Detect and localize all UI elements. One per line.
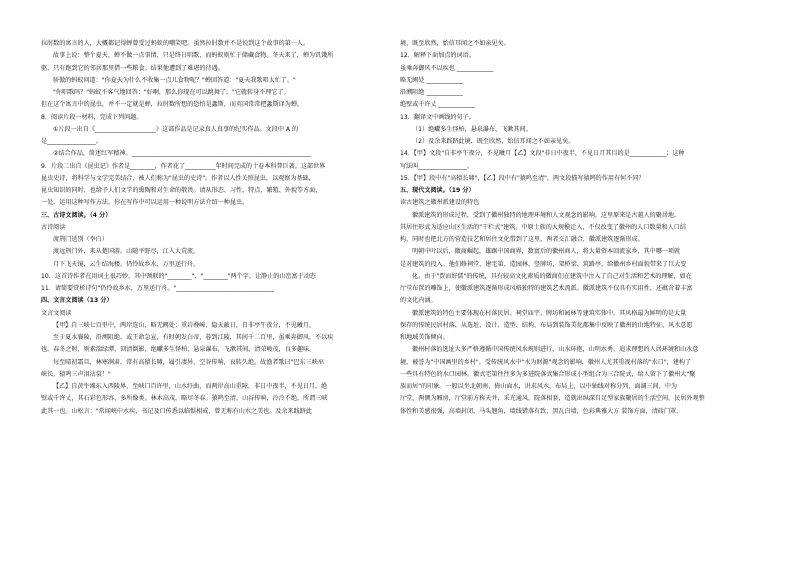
right-text-line: 虽乘奔御风不以疾也 ____________: [400, 64, 494, 72]
left-text-line: 但在这个寓言中的昆虫，并不一定就是蝉，拉肘数所想的恐怕是螽斯，而英国常常把螽斯译为蝉。: [41, 101, 304, 109]
right-text-line: 其居住形式为适应山区生活的"干栏式"建筑。中原士族的大规模迁入，不仅改变了徽州的人口数量和人口结: [400, 223, 686, 231]
right-text-line: （1）绝巘多生怪柏，悬泉瀑布，飞漱其间。: [412, 125, 532, 133]
left-text-line: 也。春冬之时，则素湍绿潭，回清倒影，绝巘多生怪柏，悬泉瀑布，飞漱其间，清荣峻茂，良多趣味。: [41, 346, 316, 354]
right-text-line: 12．解释下面加点的词语。: [400, 52, 475, 60]
left-text-line: 是________________。: [41, 138, 102, 145]
right-text-line: 13．翻译文中画线的句子。: [400, 113, 475, 121]
left-text-line: 驱，只有跑到它的邻居那里借一些粮食。结果他遭到了难堪的待遇。: [41, 64, 224, 72]
right-text-line: 徽派建筑的形成过程，受到了徽州独特的地理环境和人文观念的影响。这里原来是古越人的聚居地，: [412, 211, 681, 219]
right-text-line: 15．【甲】段中有"高猿长啸"，【乙】段中有"猿鸣至清"，两文段描写猿鸣的作用有何不同？: [400, 174, 645, 182]
right-text-line: 五、现代文阅读。（19 分）: [400, 187, 475, 194]
left-text-line: 渡远荆门外，来从楚国游。山随平野尽，江入大荒流。: [53, 248, 200, 256]
right-text-line: 构，同时也把北方的营造技艺和居住文化带到了这里，两者交汇融合，徽派建筑逐渐形成。: [400, 236, 644, 243]
right-text-line: 化。由于"贾而好儒"的传统，具有较高文化素质的徽商们在建筑中注入了自己对生活和艺术的理解，如在: [412, 272, 692, 280]
right-text-line: 写法叫________________。: [400, 162, 474, 170]
left-text-line: ①片段一出自《____________________》这部作品是记录真人真事的纪实作品。文段中 A 的: [53, 125, 299, 133]
right-text-line: 体性和美感很强，高墙封闭，马头翘角，墙线错落有致，黑瓦白墙，色彩典雅大方 装饰方面，清砖门罩，: [400, 407, 683, 415]
left-text-line: 四、文言文阅读（13 分）: [41, 297, 113, 305]
left-text-line: 昆虫史诗，将科学与文学完美结合，被人们称为"昆虫的史诗"。作者以人性关照昆虫，以观察为基础，: [41, 174, 315, 182]
left-text-line: 【甲】自三峡七百里中，两岸连山，略无阙处；重岩叠嶂，隐天蔽日，自非亭午夜分，不见曦月。: [53, 321, 316, 329]
left-text-line: "你唱歌吗？"蚂蚁不客气地回答："好啊，那么你现在可以跳舞了。"它就转身不理它了。: [53, 89, 290, 96]
left-text-line: 拉肘数的寓言的人，大概都记得蝉曾受过蚂蚁的嘲笑吧。虽然拉肘数并不是说到这个故事的第一人。: [41, 40, 310, 47]
right-text-line: 绝壁或千许丈 ____________: [400, 101, 476, 109]
right-text-line: 读古建筑之徽州派建设的特色: [400, 199, 480, 207]
left-text-line: 9．片段二出自《昆虫记》作者是________，作者花了__________年时间完成的十卷本科普巨著。这部世界: [41, 162, 326, 170]
right-text-line: 的文化内涵。: [400, 297, 437, 305]
left-text-line: 渡荆门送别（李白）: [53, 236, 108, 243]
left-text-line: 月下飞天镜，云生结海楼。仍怜故乡水，万里送行舟。: [53, 260, 200, 268]
left-text-line: 三、古诗文阅读。（4 分）: [41, 211, 112, 219]
right-text-line: 境，被誉为"中国画里的乡村"。受传统风水中"水为财源"观念的影响，徽州人尤其重视村落的"水口"，建构了: [400, 358, 692, 366]
left-text-line: 至于夏水襄陵，沿溯阻绝。或王命急宣，有时朝发白帝，暮到江陵，其间千二百里，虽乘奔御风，不以疾: [53, 334, 334, 341]
right-text-line: 14．【甲】文段"自非亭午夜分，不见曦月【乙】文段"非日中夜半，不见日月其目的是____________；这种: [400, 150, 685, 158]
left-text-line: 10．这首诗作者在用词上很巧妙，其中颈联的"________"、"________"两个字，让静止的山峦富于动态: [41, 272, 316, 280]
left-text-line: 故事上说：整个夏天，蝉不做一点事情，只是终日唱歌，而蚂蚁则忙于储藏食物。冬天来了，蝉为饥饿所: [53, 52, 334, 60]
left-text-line: 此其一也。山松言："常闻峡中水疾，书记及口传悉以临惧相戒，曾无称有山水之美也。及余来践跻此: [41, 407, 312, 415]
left-text-line: 【乙】自黄牛滩东入西陵界，至峡口百许里，山水纡曲，而两岸高山重障，非日中夜半，不见日月，绝: [53, 383, 328, 390]
right-text-line: 徽派建筑的特色主要体现在村落民居、祠堂庙宇、牌坊和园林等建筑实体中。其风格最为鲜明的是大量: [412, 309, 687, 317]
right-text-line: 族而居"的印象。一般以坐北朝南，倚山面水，讲求风水，布局上，以中轴线对称分列，面阔三间，中为: [400, 383, 678, 390]
left-text-line: 11．请简要赏析诗句"仍怜故乡水，万里送行舟。"________________________________: [41, 285, 274, 292]
left-text-line: 一处，运用这种写作方法，你在写作中可以运用一种说明方法介绍一种昆虫。: [41, 199, 249, 207]
right-text-line: （2）及余来践跻此境，既至欣然，始信耳闻之不如亲见矣。: [412, 138, 575, 145]
left-text-line: 每至晴初霜旦，林寒涧肃，常有高猿长啸，属引凄异，空谷传响，哀转久绝。故渔者歌曰"巴东三峡巫: [53, 358, 324, 366]
right-text-line: 厅堂，两侧为厢房，厅堂前方称天井，采光通风，院落相套，造就出纵深自足型家族聚居的生活空间。民居外观整: [400, 395, 705, 403]
right-text-line: 保存的传统民居村落，从选址、设计、造型、结构、布局到装饰美化都集中反映了徽州的山地特征、风水意愿: [400, 321, 693, 329]
left-text-line: 峡长，猿鸣三声泪沾裳！": [41, 370, 111, 378]
right-text-line: 厅堂布置的雕饰上，使徽派建筑逐渐形成风格独特的建筑艺术流派。徽派建筑不仅具有实用性，还蕴含着丰富: [400, 285, 693, 292]
left-column: [41, 38, 394, 418]
left-text-line: 昆虫知识的同时，也给予人们文学的熏陶和对生命的敬畏。请从形态、习性、特点、繁殖、外貌等方面，: [41, 187, 322, 194]
right-text-line: 是对建筑的投入。他们修祠堂、建宅第、造园林、竖牌坊，架桥梁、筑路亭，给徽州乡村面貌带来了巨大变: [400, 260, 687, 268]
right-text-line: 一些具有特色的水口园林。徽式宅第往往多为多进院落式集合形成小型组合为三合院式，给人留下了徽州大"聚: [400, 370, 696, 378]
left-text-line: ②结合作品，简述红军精神。___________________________________________________________: [53, 150, 312, 158]
left-text-line: 壁或千许丈，其石彩色形容，多所像类。林木高茂，略尽冬春。猿鸣至清，山谷传响，泠泠不绝。所谓三峡: [41, 395, 328, 403]
right-text-line: 和地域美饰倾向。: [400, 334, 449, 341]
right-text-line: 境，既至欣然，始信耳闻之不如亲见矣。: [400, 40, 510, 47]
right-column: [400, 38, 753, 418]
right-text-line: 沿溯阻绝 ____________: [400, 89, 463, 96]
right-text-line: 略无阙处 ____________: [400, 76, 463, 84]
right-text-line: 明朝中叶以后，徽商崛起，雄踞中国商界，数富后的徽州商人，将大量资本回流家乡，其中哪一项就: [412, 248, 681, 256]
left-text-line: 古诗阅读: [41, 223, 66, 231]
right-text-line: 徽州村落的选址大多严格遵循中国传统风水规则进行，山水环抱，山明水秀，追求理想的人居环境和山水意: [412, 346, 699, 354]
left-text-line: 8．阅读片段一材料，完成下列问题。: [41, 113, 143, 121]
left-text-line: 骄傲的蚂蚁问道："你夏天为什么不收集一点儿食物呢？"蝉回答道："夏天我歌唱太忙了。": [53, 76, 296, 84]
left-text-line: 文言文阅读: [41, 309, 72, 317]
